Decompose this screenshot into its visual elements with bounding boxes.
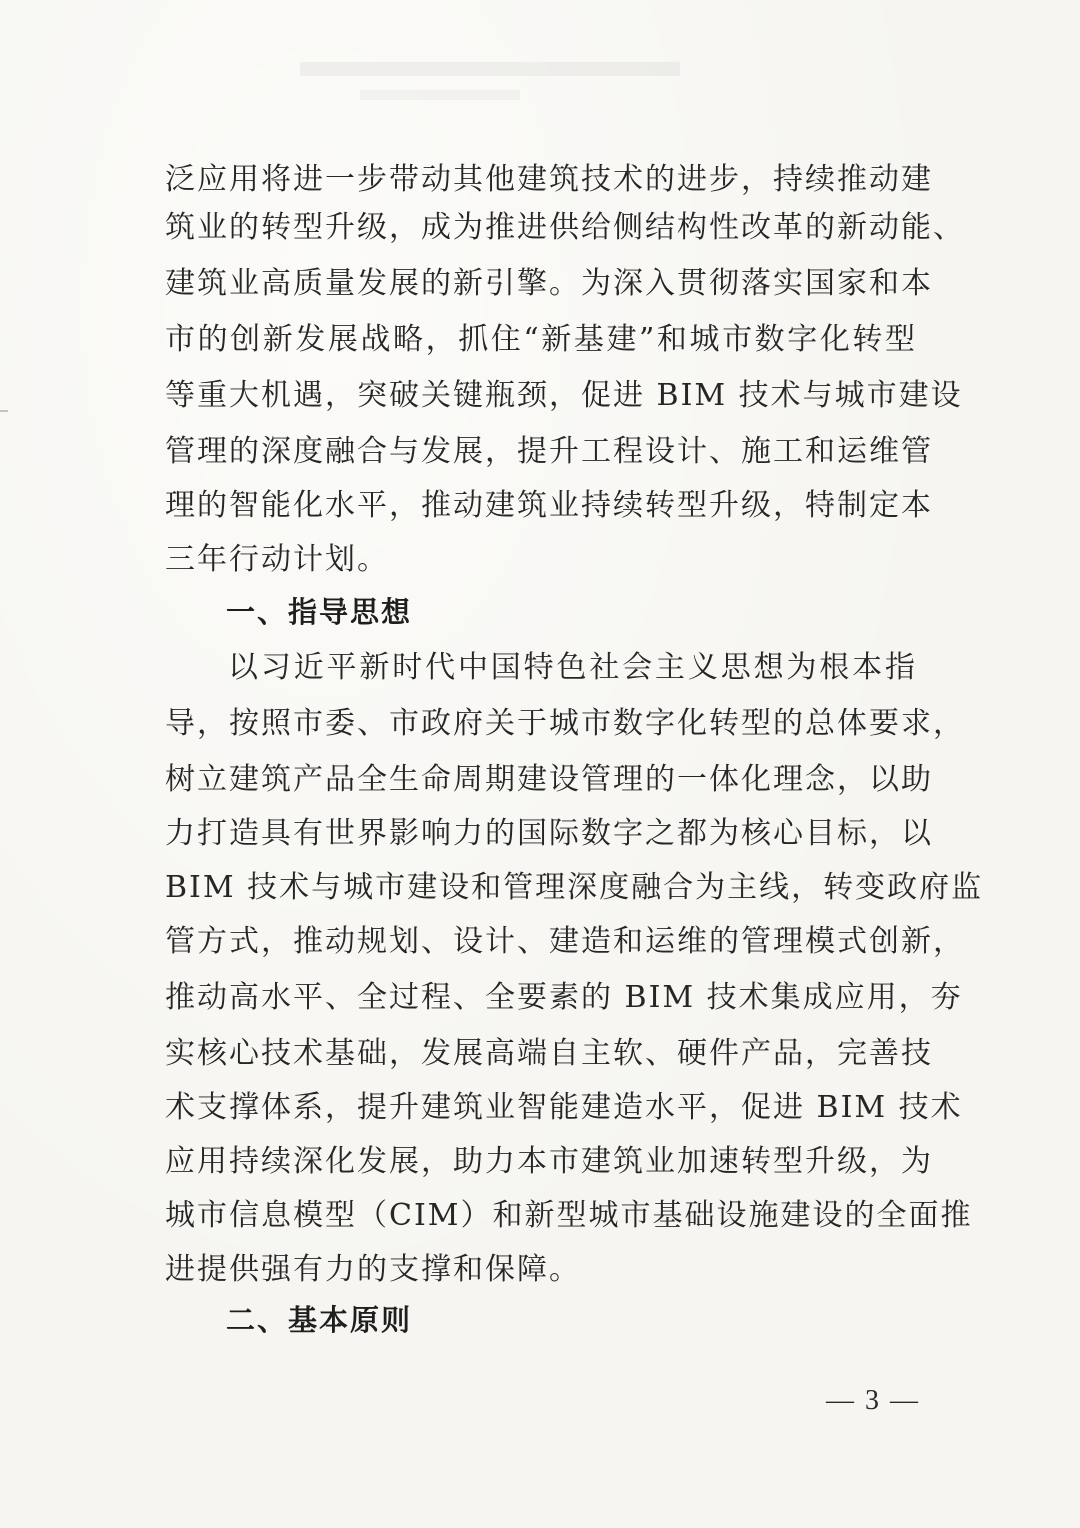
bleed-through-mark bbox=[300, 62, 680, 76]
text-line: 力打造具有世界影响力的国际数字之都为核心目标，以 bbox=[165, 816, 933, 851]
text-line: 等重大机遇，突破关键瓶颈，促进 BIM 技术与城市建设 bbox=[165, 378, 963, 413]
text-line: 应用持续深化发展，助力本市建筑业加速转型升级，为 bbox=[165, 1144, 933, 1179]
text-line: 管理的深度融合与发展，提升工程设计、施工和运维管 bbox=[165, 434, 933, 469]
text-line: BIM 技术与城市建设和管理深度融合为主线，转变政府监 bbox=[165, 870, 984, 905]
margin-mark bbox=[0, 410, 8, 412]
text-line: 筑业的转型升级，成为推进供给侧结构性改革的新动能、 bbox=[165, 210, 965, 245]
text-line: 术支撑体系，提升建筑业智能建造水平，促进 BIM 技术 bbox=[165, 1090, 963, 1125]
section-heading: 一、指导思想 bbox=[226, 595, 413, 629]
text-line: 市的创新发展战略，抓住“新基建”和城市数字化转型 bbox=[165, 322, 917, 357]
section-heading: 二、基本原则 bbox=[226, 1303, 413, 1337]
text-line: 城市信息模型（CIM）和新型城市基础设施建设的全面推 bbox=[165, 1198, 973, 1233]
page-number: — 3 — bbox=[826, 1385, 920, 1416]
bleed-through-mark bbox=[360, 90, 520, 100]
text-line: 泛应用将进一步带动其他建筑技术的进步，持续推动建 bbox=[165, 162, 933, 197]
text-line: 管方式，推动规划、设计、建造和运维的管理模式创新， bbox=[165, 924, 965, 959]
text-line: 建筑业高质量发展的新引擎。为深入贯彻落实国家和本 bbox=[165, 266, 933, 301]
text-line: 三年行动计划。 bbox=[165, 542, 389, 577]
text-line: 推动高水平、全过程、全要素的 BIM 技术集成应用，夯 bbox=[165, 980, 963, 1015]
text-line: 进提供强有力的支撑和保障。 bbox=[165, 1252, 581, 1287]
text-line: 以习近平新时代中国特色社会主义思想为根本指 bbox=[228, 650, 917, 685]
text-line: 树立建筑产品全生命周期建设管理的一体化理念，以助 bbox=[165, 762, 933, 797]
text-line: 导，按照市委、市政府关于城市数字化转型的总体要求， bbox=[165, 706, 965, 741]
text-line: 实核心技术基础，发展高端自主软、硬件产品，完善技 bbox=[165, 1036, 933, 1071]
text-line: 理的智能化水平，推动建筑业持续转型升级，特制定本 bbox=[165, 488, 933, 523]
